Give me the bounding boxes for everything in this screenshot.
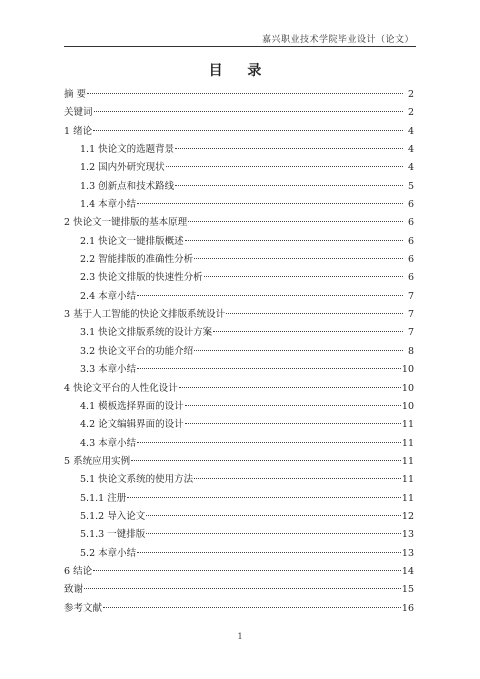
toc-entry-page: 2: [407, 107, 414, 119]
toc-entry-page: 4: [407, 144, 414, 156]
toc-entry-label: 5.1.2 导入论文: [80, 510, 146, 522]
toc-dot-leader: [137, 295, 403, 296]
toc-entry-page: 15: [401, 584, 414, 596]
toc-entry[interactable]: [64, 123, 414, 141]
toc-entry[interactable]: [64, 251, 414, 269]
toc-entry[interactable]: [64, 159, 414, 177]
toc-dot-leader: [93, 130, 403, 131]
toc-entry[interactable]: [64, 178, 414, 196]
toc-dot-leader: [179, 387, 401, 388]
toc-entry-label: 2.3 快论文排版的快速性分析: [80, 272, 203, 284]
toc-entry-page: 4: [407, 125, 414, 137]
toc-entry[interactable]: [64, 526, 414, 544]
toc-dot-leader: [93, 570, 401, 571]
toc-entry[interactable]: [64, 380, 414, 398]
toc-entry[interactable]: [64, 435, 414, 453]
toc-dot-leader: [137, 203, 403, 204]
toc-dot-leader: [94, 111, 403, 112]
toc-dot-leader: [185, 240, 403, 241]
toc-entry-page: 7: [407, 309, 414, 321]
toc-entry-label: 3.1 快论文排版系统的设计方案: [80, 327, 213, 339]
toc-entry-label: 5.2 本章小结: [80, 547, 137, 559]
toc-entry[interactable]: [64, 233, 414, 251]
toc-dot-leader: [175, 185, 403, 186]
toc-entry[interactable]: [64, 361, 414, 379]
toc-entry-page: 7: [407, 290, 414, 302]
toc-entry-label: 5 系统应用实例: [64, 455, 131, 467]
toc-entry-label: 4.3 本章小结: [80, 437, 137, 449]
toc-dot-leader: [194, 478, 401, 479]
toc-dot-leader: [137, 552, 401, 553]
toc-entry-label: 4.1 模板选择界面的设计: [80, 400, 184, 412]
toc-entry[interactable]: [64, 508, 414, 526]
toc-dot-leader: [185, 423, 401, 424]
toc-dot-leader: [213, 331, 403, 332]
toc-entry-page: 7: [407, 327, 414, 339]
running-header: 嘉兴职业技术学院毕业设计（论文）: [261, 35, 414, 45]
toc-entry[interactable]: [64, 490, 414, 508]
toc-entry[interactable]: [64, 104, 414, 122]
toc-entry-page: 6: [407, 217, 414, 229]
toc-entry-label: 1.2 国内外研究现状: [80, 162, 165, 174]
toc-entry-page: 13: [401, 547, 414, 559]
toc-dot-leader: [188, 221, 403, 222]
toc-entry-label: 1.1 快论文的选题背景: [80, 144, 175, 156]
toc-entry-page: 14: [401, 565, 414, 577]
toc-entry[interactable]: [64, 288, 414, 306]
toc-entry-page: 2: [407, 89, 414, 100]
toc-entry[interactable]: [64, 563, 414, 581]
toc-entry-label: 致谢: [64, 584, 84, 596]
toc-entry-label: 2.2 智能排版的准确性分析: [80, 254, 194, 266]
toc-entry[interactable]: [64, 416, 414, 434]
toc-dot-leader: [204, 276, 403, 277]
toc-dot-leader: [87, 93, 403, 94]
toc-entry-page: 10: [401, 364, 414, 376]
toc-entry-page: 11: [401, 455, 414, 467]
toc-entry[interactable]: [64, 343, 414, 361]
toc-entry-page: 11: [401, 474, 414, 486]
toc-entry-label: 3 基于人工智能的快论文排版系统设计: [64, 309, 226, 321]
toc-entry-label: 3.2 快论文平台的功能介绍: [80, 345, 194, 357]
toc-dot-leader: [166, 166, 403, 167]
toc-entry-label: 5.1.3 一键排版: [80, 529, 146, 541]
toc-dot-leader: [131, 460, 401, 461]
toc-entry-label: 1.3 创新点和技术路线: [80, 180, 175, 192]
toc-dot-leader: [194, 350, 403, 351]
toc-entry[interactable]: [64, 86, 414, 104]
toc-entry[interactable]: [64, 581, 414, 599]
toc-dot-leader: [146, 533, 401, 534]
toc-entry-page: 6: [407, 199, 414, 211]
toc-entry[interactable]: [64, 398, 414, 416]
toc-entry-page: 13: [401, 529, 414, 541]
toc-entry[interactable]: [64, 453, 414, 471]
toc-entry-label: 6 结论: [64, 565, 93, 577]
table-of-contents: [64, 86, 414, 618]
toc-entry[interactable]: [64, 545, 414, 563]
toc-entry-page: 11: [401, 492, 414, 504]
toc-entry-page: 6: [407, 272, 414, 284]
toc-dot-leader: [185, 405, 401, 406]
toc-dot-leader: [137, 442, 401, 443]
toc-entry-page: 11: [401, 419, 414, 431]
toc-entry[interactable]: [64, 324, 414, 342]
toc-entry-label: 2.4 本章小结: [80, 290, 137, 302]
toc-entry[interactable]: [64, 306, 414, 324]
toc-entry-page: 6: [407, 235, 414, 247]
toc-entry-page: 5: [407, 180, 414, 192]
toc-dot-leader: [226, 313, 403, 314]
toc-entry[interactable]: [64, 269, 414, 287]
toc-entry[interactable]: [64, 600, 414, 618]
toc-title: 目 录: [208, 63, 272, 79]
toc-entry[interactable]: [64, 196, 414, 214]
toc-entry[interactable]: [64, 471, 414, 489]
toc-entry-label: 4.2 论文编辑界面的设计: [80, 419, 184, 431]
toc-dot-leader: [137, 368, 401, 369]
toc-dot-leader: [146, 515, 401, 516]
toc-entry-page: 4: [407, 162, 414, 174]
toc-dot-leader: [175, 148, 403, 149]
toc-entry-label: 1 绪论: [64, 125, 93, 137]
toc-entry-page: 6: [407, 254, 414, 266]
toc-entry-page: 11: [401, 437, 414, 449]
toc-dot-leader: [84, 588, 401, 589]
page-number: 1: [237, 632, 243, 641]
toc-entry-page: 10: [401, 400, 414, 412]
toc-entry-label: 5.1.1 注册: [80, 492, 127, 504]
toc-entry-label: 2 快论文一键排版的基本原理: [64, 217, 188, 229]
toc-entry-label: 3.3 本章小结: [80, 364, 137, 376]
toc-entry[interactable]: [64, 141, 414, 159]
toc-entry[interactable]: [64, 214, 414, 232]
toc-entry-label: 关键词: [64, 107, 93, 119]
toc-entry-label: 4 快论文平台的人性化设计: [64, 382, 178, 394]
toc-entry-page: 16: [401, 602, 414, 614]
toc-entry-page: 8: [407, 345, 414, 357]
toc-entry-label: 5.1 快论文系统的使用方法: [80, 474, 194, 486]
toc-entry-label: 参考文献: [64, 602, 103, 614]
toc-entry-label: 1.4 本章小结: [80, 199, 137, 211]
toc-entry-label: 摘 要: [64, 89, 87, 100]
toc-dot-leader: [103, 607, 401, 608]
toc-dot-leader: [127, 497, 401, 498]
toc-entry-page: 12: [401, 510, 414, 522]
header-divider: [64, 46, 416, 47]
toc-entry-label: 2.1 快论文一键排版概述: [80, 235, 184, 247]
toc-dot-leader: [194, 258, 403, 259]
toc-entry-page: 10: [401, 382, 414, 394]
